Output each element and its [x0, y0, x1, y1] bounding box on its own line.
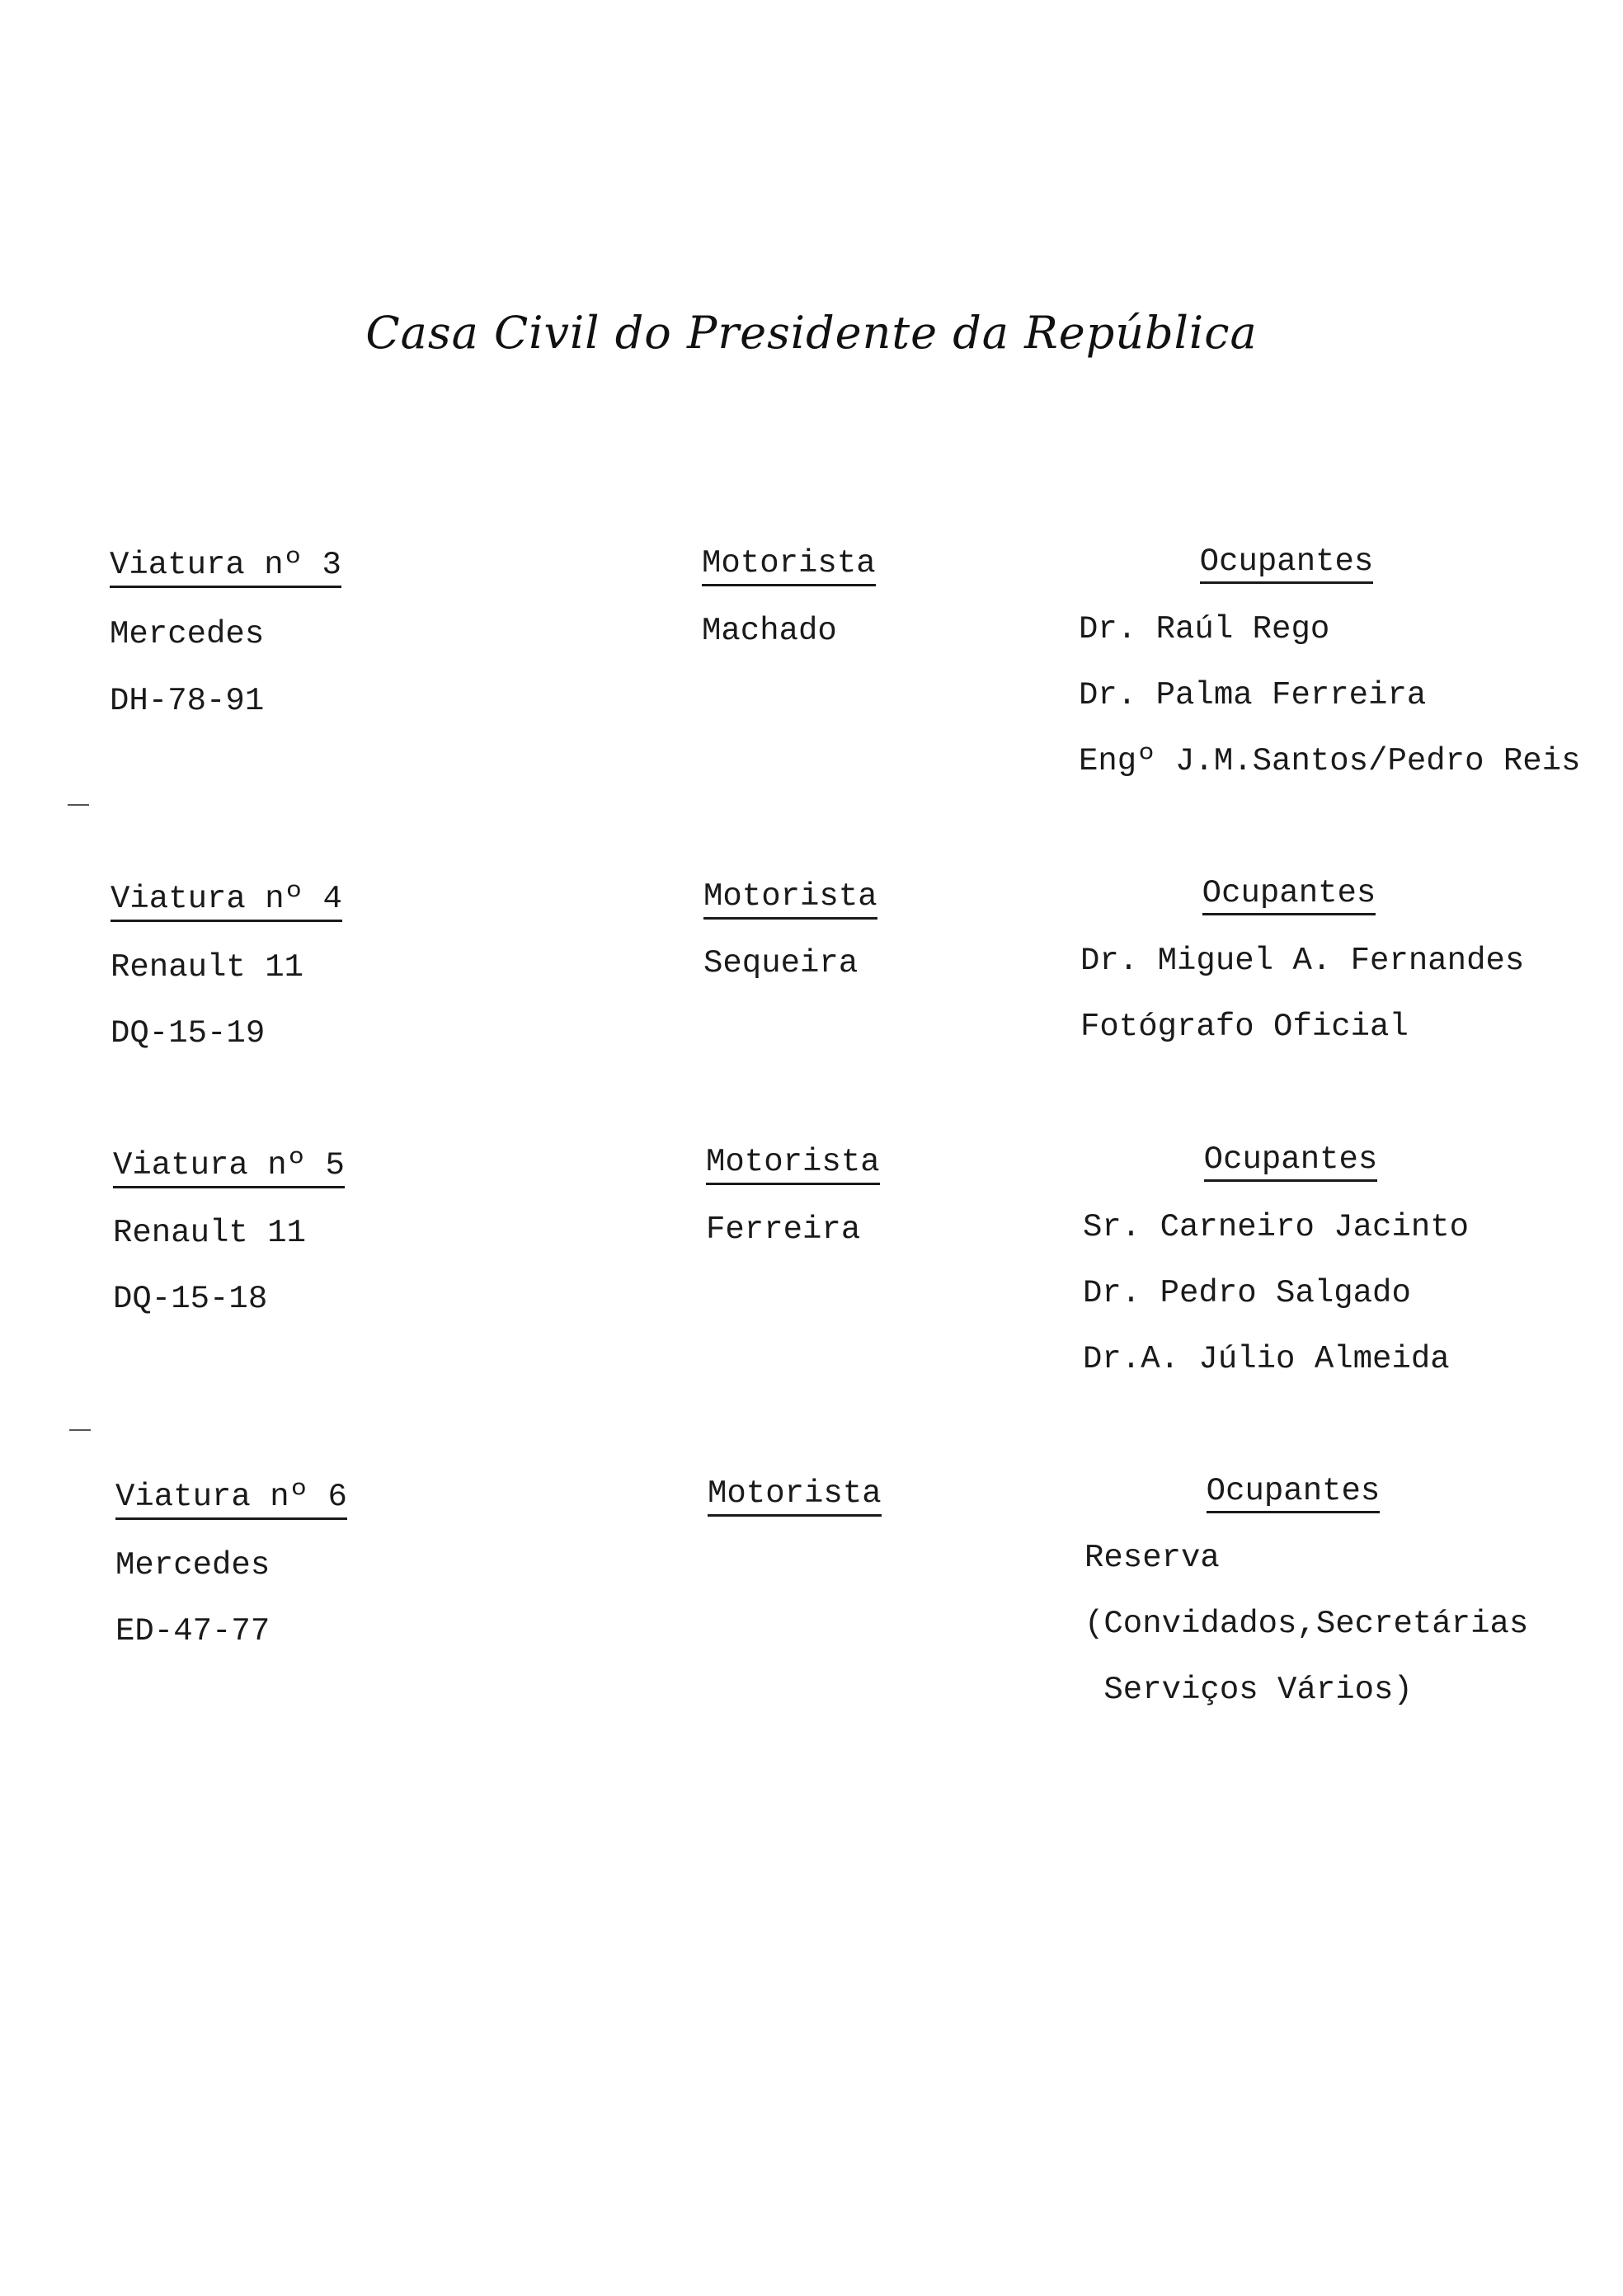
driver-header: Motorista [702, 544, 876, 586]
occupants-header-wrap [1122, 543, 1451, 581]
occupant: Dr.A. Júlio Almeida [1083, 1341, 1450, 1377]
occupant: Reserva [1084, 1540, 1220, 1576]
occupants-header: Ocupantes [1207, 1473, 1381, 1513]
occupant: Serviços Vários) [1084, 1672, 1413, 1708]
occupants-header-wrap [1128, 1472, 1458, 1510]
scan-mark [68, 804, 89, 806]
vehicle-plate: DQ-15-18 [113, 1281, 268, 1317]
occupants-header: Ocupantes [1204, 1141, 1378, 1182]
vehicle-make: Mercedes [115, 1547, 270, 1583]
driver-header: Motorista [708, 1475, 882, 1517]
vehicle-header: Viatura nº 6 [115, 1478, 347, 1520]
vehicle-plate: DQ-15-19 [111, 1015, 266, 1052]
occupant: Sr. Carneiro Jacinto [1083, 1209, 1470, 1245]
letterhead-title: Casa Civil do Presidente da República [365, 307, 1258, 359]
vehicle-make: Mercedes [110, 616, 265, 652]
occupant: Dr. Miguel A. Fernandes [1080, 943, 1525, 979]
vehicle-header: Viatura nº 5 [113, 1146, 345, 1188]
occupant: Dr. Pedro Salgado [1083, 1275, 1411, 1311]
occupant: Dr. Palma Ferreira [1079, 677, 1427, 713]
vehicle-header: Viatura nº 4 [111, 880, 342, 922]
vehicle-plate: ED-47-77 [115, 1613, 270, 1649]
driver-name: Sequeira [703, 945, 859, 981]
vehicle-make: Renault 11 [113, 1215, 307, 1251]
vehicle-plate: DH-78-91 [110, 683, 265, 719]
occupant: (Convidados,Secretárias [1084, 1606, 1529, 1642]
driver-name: Machado [702, 613, 837, 649]
occupants-header-wrap [1124, 874, 1454, 912]
scan-mark [69, 1429, 91, 1431]
occupant: Fotógrafo Oficial [1080, 1009, 1409, 1045]
driver-header: Motorista [703, 877, 877, 920]
driver-name: Ferreira [706, 1212, 861, 1248]
vehicle-header: Viatura nº 3 [110, 546, 341, 588]
occupant: Dr. Raúl Rego [1079, 611, 1330, 647]
occupant: Engº J.M.Santos/Pedro Reis [1079, 743, 1581, 779]
vehicle-make: Renault 11 [111, 949, 304, 986]
occupants-header: Ocupantes [1200, 543, 1374, 584]
occupants-header: Ocupantes [1202, 875, 1376, 915]
driver-header: Motorista [706, 1143, 880, 1185]
occupants-header-wrap [1126, 1141, 1456, 1179]
